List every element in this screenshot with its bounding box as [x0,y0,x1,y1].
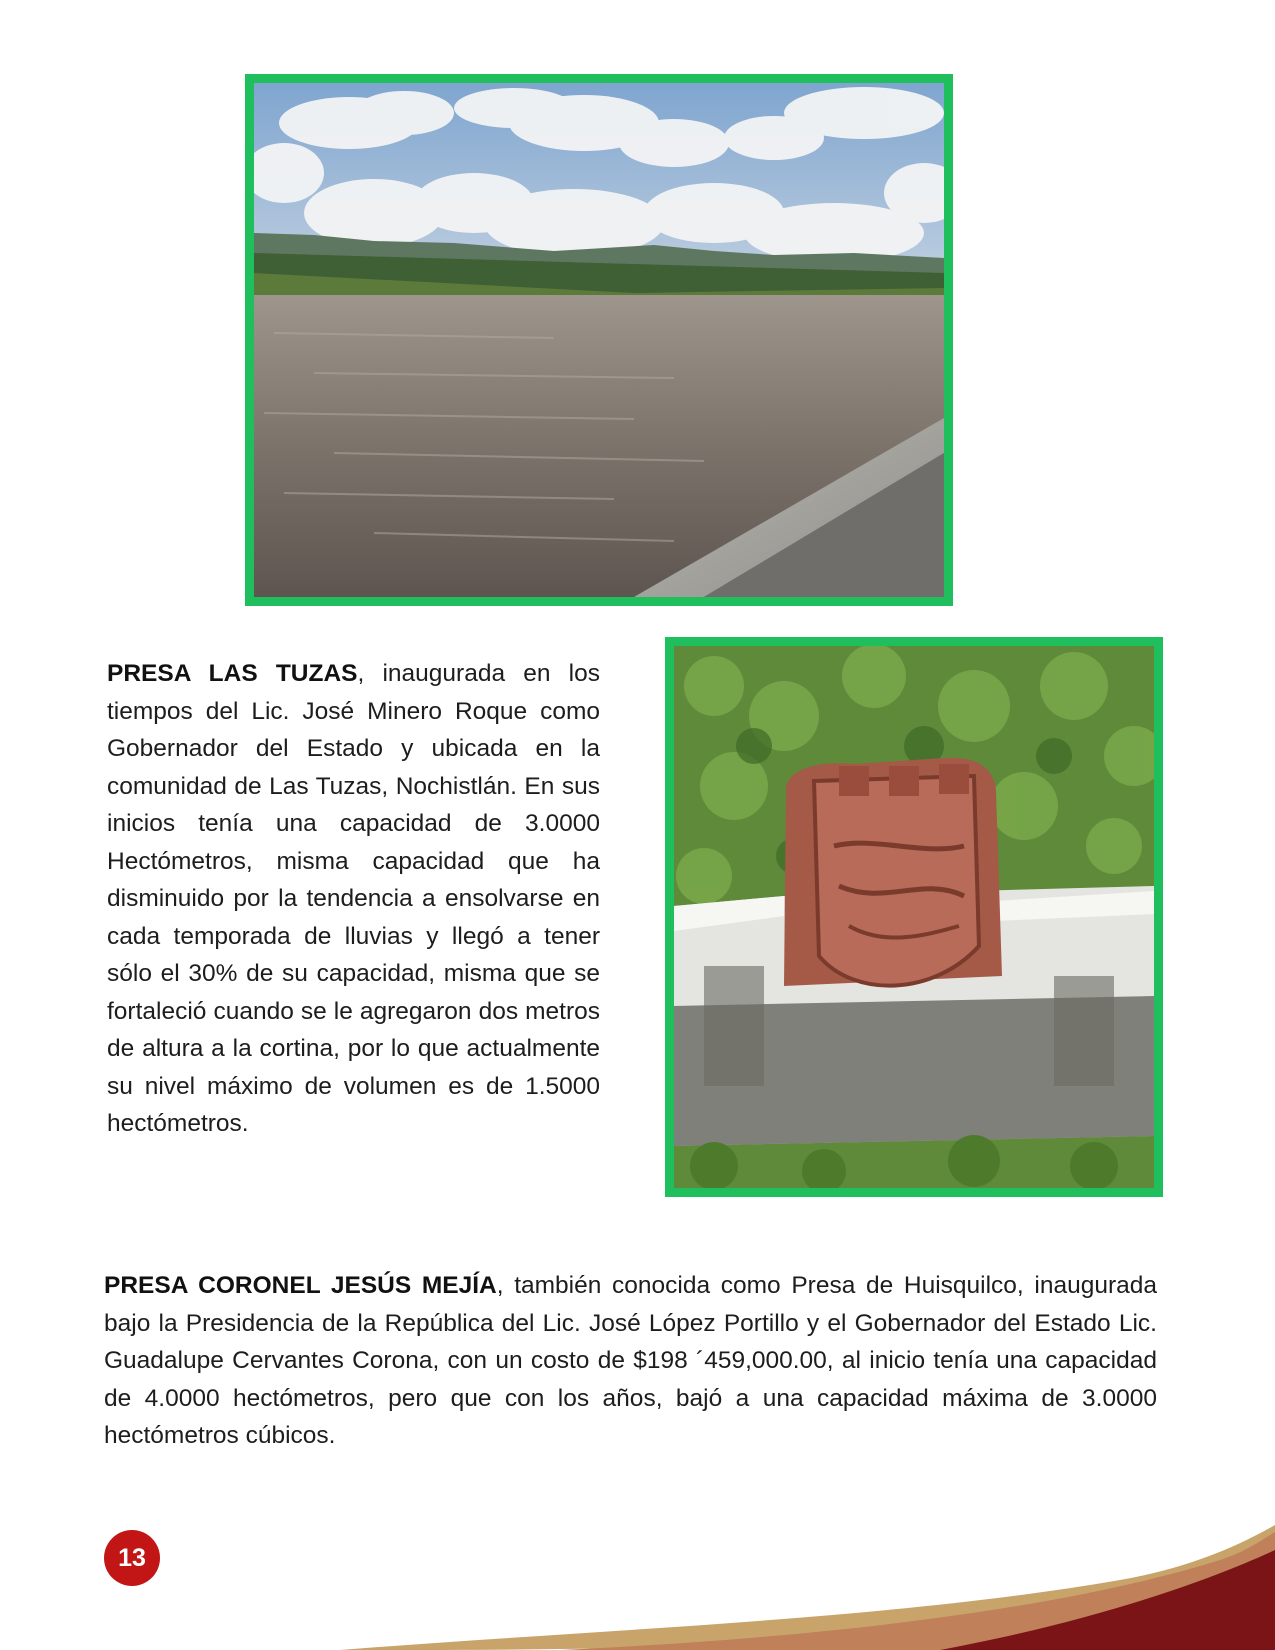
reservoir-photo-image [254,83,944,597]
presa-las-tuzas-paragraph [107,655,600,1143]
page-number-badge: 13 [104,1530,160,1586]
emblem-photo-image [674,646,1154,1188]
reservoir-photo [245,74,953,606]
corner-swoosh-decoration [340,1510,1275,1650]
emblem-photo [665,637,1163,1197]
presa-las-tuzas-title: PRESA LAS TUZAS [107,660,358,687]
presa-coronel-jesus-mejia-paragraph [104,1267,1157,1455]
presa-coronel-jesus-mejia-body: , también conocida como Presa de Huisquilco, inaugurada bajo la Presidencia de la República del Lic. José López Portillo y el Gobernador del Estado Lic. Guadalupe Cervantes Corona, con un costo de $198 ´459,000.00, al inicio tenía una capacidad de 4.0000 hectómetros, pero que con los años, bajó a una capacidad máxima de 3.0000 hectómetros cúbicos. [104,1272,1157,1449]
presa-las-tuzas-body: , inaugurada en los tiempos del Lic. José Minero Roque como Gobernador del Estado y ubicada en la comunidad de Las Tuzas, Nochistlán. En sus inicios tenía una capacidad de 3.0000 Hectómetros, misma capacidad que ha disminuido por la tendencia a ensolvarse en cada temporada de lluvias y llegó a tener sólo el 30% de su capacidad, misma que se fortaleció cuando se le agregaron dos metros de altura a la cortina, por lo que actualmente su nivel máximo de volumen es de 1.5000 hectómetros. [107,660,600,1137]
presa-coronel-jesus-mejia-title: PRESA CORONEL JESÚS MEJÍA [104,1272,497,1299]
